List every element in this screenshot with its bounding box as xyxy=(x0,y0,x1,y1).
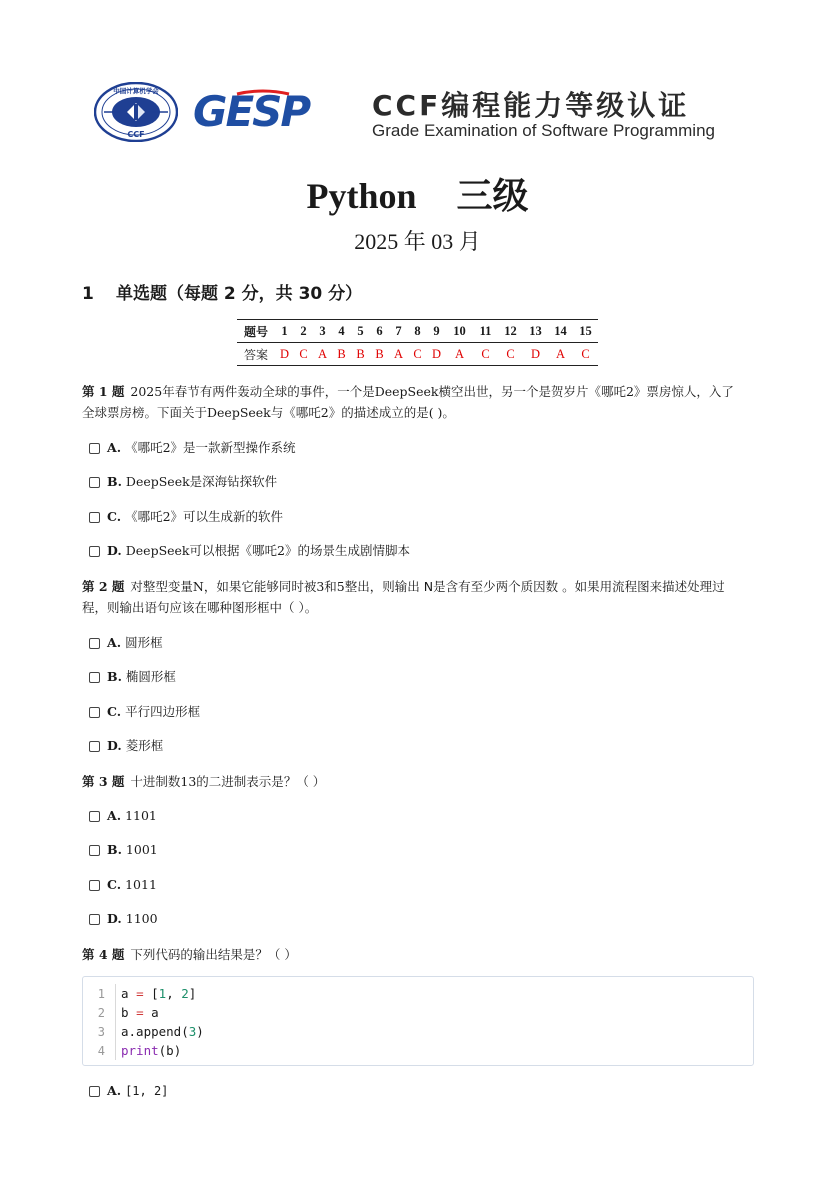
answer-table-number-cell: 6 xyxy=(370,320,389,343)
answer-table-header-row xyxy=(237,320,598,343)
checkbox-icon[interactable] xyxy=(89,512,100,523)
option-b[interactable] xyxy=(89,842,158,858)
option-text: 1011 xyxy=(125,877,157,892)
section-heading xyxy=(82,279,362,304)
answer-table-label: 答案 xyxy=(237,343,275,366)
question-1 xyxy=(82,381,754,423)
answer-table-answer-cell: D xyxy=(275,343,294,366)
option-b[interactable] xyxy=(89,474,277,490)
gesp-logo xyxy=(193,86,345,136)
question-text: 程，则输出语句应该在哪种图形框中（ ）。 xyxy=(82,600,318,615)
question-text: 下列代码的输出结果是？（ ） xyxy=(130,947,297,962)
checkbox-icon[interactable] xyxy=(89,845,100,856)
checkbox-icon[interactable] xyxy=(89,672,100,683)
answer-table-answer-cell: A xyxy=(446,343,473,366)
answer-table-label: 题号 xyxy=(237,320,275,343)
answer-table-answer-cell: B xyxy=(332,343,351,366)
code-token: b xyxy=(121,1005,137,1020)
question-4 xyxy=(82,944,754,965)
code-token: 3 xyxy=(188,1024,197,1039)
code-token: (b) xyxy=(158,1043,182,1058)
question-number: 第 3 题 xyxy=(82,774,125,789)
code-token: a xyxy=(143,1005,159,1020)
option-letter: B. xyxy=(107,669,122,684)
question-text: 2025年春节有两件轰动全球的事件，一个是DeepSeek横空出世，另一个是贺岁片《哪吒2》票房惊人，入了 xyxy=(130,384,734,399)
code-token: a.append( xyxy=(121,1024,189,1039)
option-a[interactable] xyxy=(89,440,296,456)
option-letter: B. xyxy=(107,474,122,489)
answer-table xyxy=(237,319,598,366)
question-3 xyxy=(82,771,754,792)
question-number: 第 2 题 xyxy=(82,579,125,594)
question-text: 全球票房榜。下面关于DeepSeek与《哪吒2》的描述成立的是( )。 xyxy=(82,405,455,420)
option-text: 圆形框 xyxy=(125,635,163,650)
answer-table-answer-row xyxy=(237,343,598,366)
code-token: , xyxy=(166,986,182,1001)
answer-table-answer-cell: A xyxy=(313,343,332,366)
option-text: 1100 xyxy=(125,911,158,926)
question-text: 对整型变量N，如果它能够同时被3和5整出，则输出 xyxy=(130,579,420,594)
checkbox-icon[interactable] xyxy=(89,443,100,454)
answer-table-answer-cell: B xyxy=(370,343,389,366)
answer-table-number-cell: 11 xyxy=(473,320,498,343)
exam-level: 三级 xyxy=(456,176,529,216)
option-a[interactable] xyxy=(89,635,163,651)
answer-table-answer-cell: B xyxy=(351,343,370,366)
code-line xyxy=(83,984,196,1003)
code-token: print xyxy=(121,1043,159,1058)
option-text: 《哪吒2》是一款新型操作系统 xyxy=(125,440,296,455)
answer-table-number-cell: 12 xyxy=(498,320,523,343)
section-number: 1 xyxy=(82,284,94,304)
option-letter: A. xyxy=(107,808,122,823)
gesp-logo-text: GESP xyxy=(193,87,310,136)
checkbox-icon[interactable] xyxy=(89,1086,100,1097)
checkbox-icon[interactable] xyxy=(89,880,100,891)
line-number: 1 xyxy=(97,986,105,1001)
question-text: 。如果用流程图来描述处理过 xyxy=(562,579,725,594)
option-b[interactable] xyxy=(89,669,176,685)
option-text: 1101 xyxy=(125,808,157,823)
question-number: 第 4 题 xyxy=(82,947,125,962)
line-number: 4 xyxy=(97,1043,105,1058)
answer-table-answer-cell: A xyxy=(389,343,408,366)
checkbox-icon[interactable] xyxy=(89,741,100,752)
ccf-seal-logo xyxy=(94,82,178,142)
option-text: 椭圆形框 xyxy=(125,669,176,684)
option-letter: D. xyxy=(107,543,122,558)
brand-title-en: Grade Examination of Software Programming xyxy=(372,121,715,140)
answer-table-number-cell: 3 xyxy=(313,320,332,343)
checkbox-icon[interactable] xyxy=(89,638,100,649)
question-text: 十进制数13的二进制表示是？（ ） xyxy=(130,774,326,789)
code-token: 2 xyxy=(181,986,189,1001)
option-d[interactable] xyxy=(89,911,158,927)
code-token: = xyxy=(136,986,144,1001)
code-token: 1 xyxy=(158,986,167,1001)
question-number: 第 1 题 xyxy=(82,384,125,399)
answer-table-number-cell: 8 xyxy=(408,320,427,343)
seal-text-bottom: CCF xyxy=(127,130,145,139)
option-a[interactable] xyxy=(89,1083,168,1099)
option-letter: B. xyxy=(107,842,122,857)
answer-table-number-cell: 9 xyxy=(427,320,446,343)
line-number: 2 xyxy=(97,1005,105,1020)
code-token: ] xyxy=(188,986,197,1001)
answer-table-answer-cell: C xyxy=(473,343,498,366)
answer-table-number-cell: 13 xyxy=(523,320,548,343)
answer-table-number-cell: 7 xyxy=(389,320,408,343)
option-text: 1001 xyxy=(125,842,158,857)
code-token: a xyxy=(121,986,137,1001)
checkbox-icon[interactable] xyxy=(89,811,100,822)
option-text: 《哪吒2》可以生成新的软件 xyxy=(125,509,284,524)
exam-date: 2025 年 03 月 xyxy=(354,229,481,254)
answer-table-number-cell: 15 xyxy=(573,320,598,343)
code-token: [ xyxy=(143,986,159,1001)
option-c[interactable] xyxy=(89,704,200,720)
answer-table-number-cell: 2 xyxy=(294,320,313,343)
option-text: [1, 2] xyxy=(125,1084,169,1098)
code-line xyxy=(83,1041,181,1060)
answer-table-answer-cell: C xyxy=(294,343,313,366)
option-letter: A. xyxy=(107,440,122,455)
answer-table-number-cell: 1 xyxy=(275,320,294,343)
answer-table-number-cell: 5 xyxy=(351,320,370,343)
answer-table-answer-cell: A xyxy=(548,343,573,366)
line-number: 3 xyxy=(97,1024,105,1039)
answer-table-number-cell: 14 xyxy=(548,320,573,343)
code-block xyxy=(82,976,754,1066)
code-line xyxy=(83,1003,159,1022)
seal-text-top: 中国计算机学会 xyxy=(113,87,159,95)
option-letter: D. xyxy=(107,911,122,926)
code-token: ) xyxy=(196,1024,204,1039)
option-a[interactable] xyxy=(89,808,157,824)
option-text: 平行四边形框 xyxy=(125,704,201,719)
option-d[interactable] xyxy=(89,543,410,559)
question-text-highlight: N是含有至少两个质因数 xyxy=(423,579,559,594)
answer-table-answer-cell: D xyxy=(523,343,548,366)
option-text: DeepSeek可以根据《哪吒2》的场景生成剧情脚本 xyxy=(125,543,410,558)
code-token: = xyxy=(136,1005,144,1020)
checkbox-icon[interactable] xyxy=(89,914,100,925)
code-line xyxy=(83,1022,204,1041)
answer-table-answer-cell: C xyxy=(408,343,427,366)
checkbox-icon[interactable] xyxy=(89,477,100,488)
answer-table-number-cell: 4 xyxy=(332,320,351,343)
answer-table-answer-cell: D xyxy=(427,343,446,366)
brand-title-cn: CCF编程能力等级认证 xyxy=(372,89,690,122)
option-letter: C. xyxy=(107,509,122,524)
option-c[interactable] xyxy=(89,877,157,893)
option-c[interactable] xyxy=(89,509,283,525)
checkbox-icon[interactable] xyxy=(89,707,100,718)
question-2 xyxy=(82,576,754,618)
exam-title xyxy=(0,168,835,219)
option-d[interactable] xyxy=(89,738,163,754)
section-title: 单选题（每题 2 分，共 30 分） xyxy=(116,284,363,304)
answer-table-answer-cell: C xyxy=(498,343,523,366)
option-letter: C. xyxy=(107,877,122,892)
option-letter: D. xyxy=(107,738,122,753)
checkbox-icon[interactable] xyxy=(89,546,100,557)
option-text: 菱形框 xyxy=(125,738,164,753)
answer-table-answer-cell: C xyxy=(573,343,598,366)
option-letter: A. xyxy=(107,635,122,650)
option-letter: C. xyxy=(107,704,122,719)
option-text: DeepSeek是深海钻探软件 xyxy=(125,474,278,489)
answer-table-number-cell: 10 xyxy=(446,320,473,343)
exam-language: Python xyxy=(306,176,417,216)
option-letter: A. xyxy=(107,1083,122,1098)
